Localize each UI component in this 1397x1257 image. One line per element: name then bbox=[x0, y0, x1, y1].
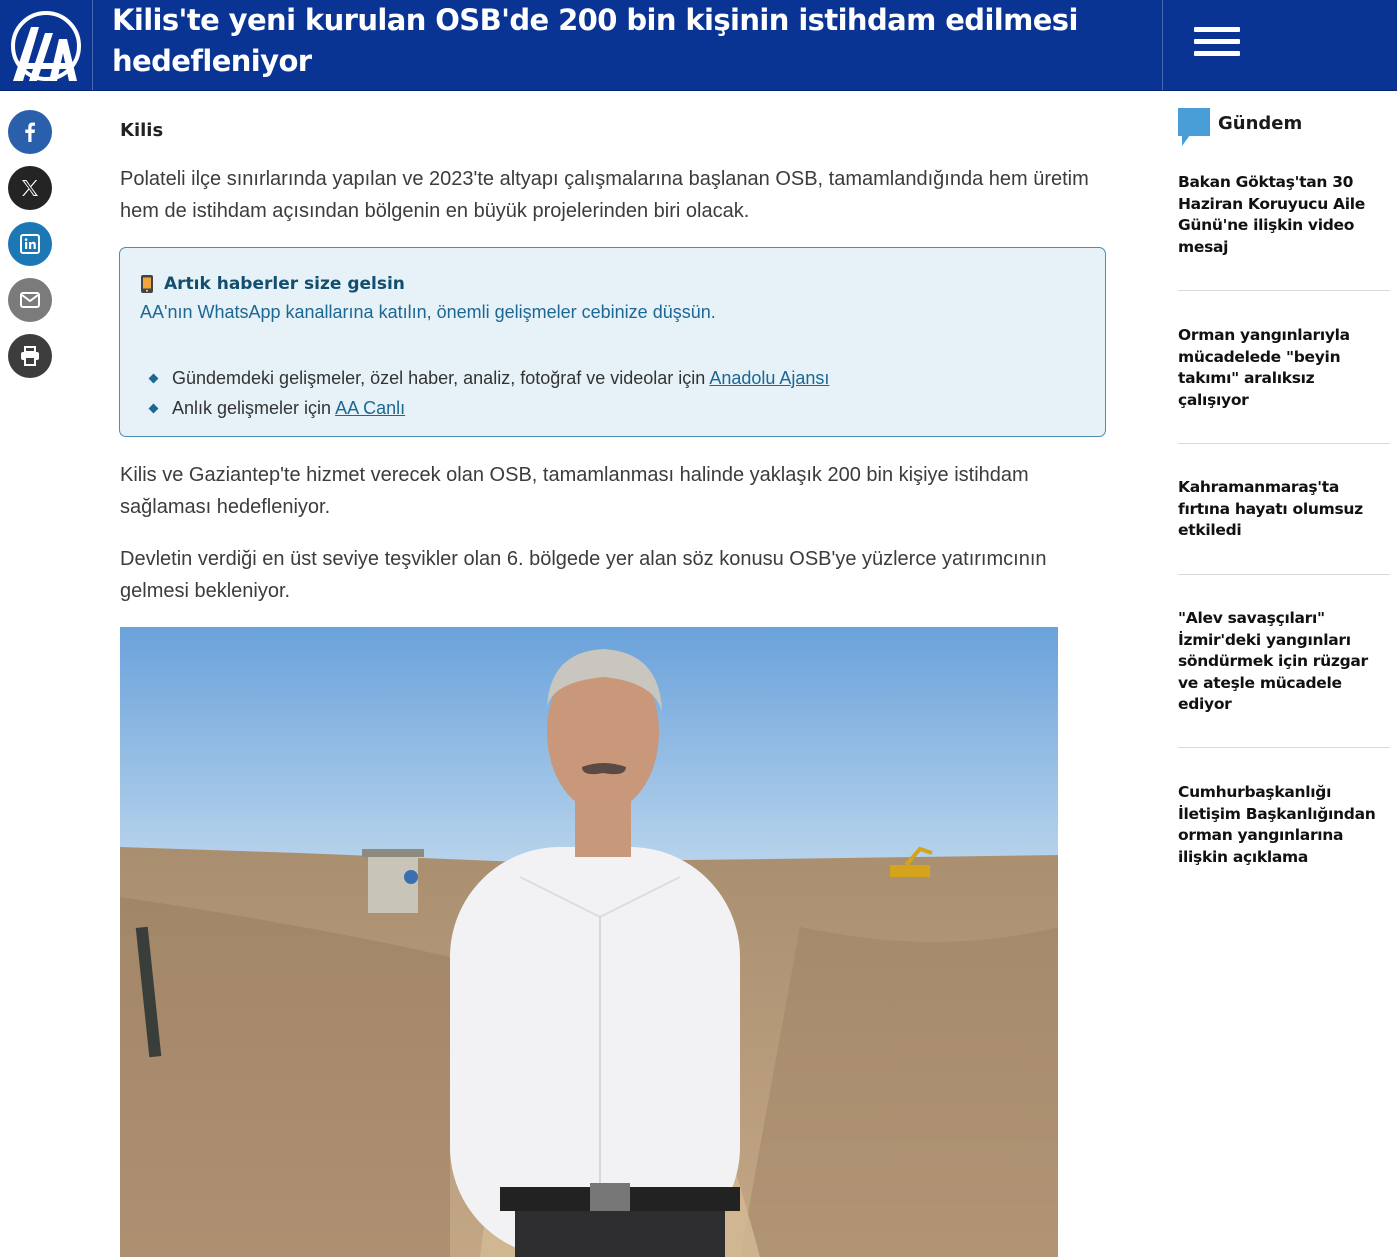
linkedin-share-button[interactable] bbox=[8, 222, 52, 266]
divider bbox=[1178, 574, 1390, 575]
sidebar-header bbox=[1178, 104, 1390, 142]
divider bbox=[1178, 443, 1390, 444]
aa-logo[interactable] bbox=[0, 0, 93, 90]
email-icon bbox=[20, 292, 40, 308]
article-location: Kilis bbox=[120, 120, 164, 141]
email-share-button[interactable] bbox=[8, 278, 52, 322]
article-photo bbox=[120, 627, 1058, 1257]
linkedin-icon bbox=[20, 234, 40, 254]
diamond-bullet-icon bbox=[149, 374, 159, 384]
article-paragraph: Devletin verdiği en üst seviye teşvikler olan 6. bölgede yer alan söz konusu OSB'ye yüzlerce yatırımcının gelmesi bekleniyor. bbox=[120, 548, 1047, 602]
speech-bubble-icon bbox=[1178, 108, 1210, 138]
divider bbox=[1178, 747, 1390, 748]
print-button[interactable] bbox=[8, 334, 52, 378]
aa-logo-icon bbox=[9, 9, 83, 81]
list-item-text: Gündemdeki gelişmeler, özel haber, analiz, fotoğraf ve videolar için bbox=[172, 368, 710, 388]
x-icon bbox=[21, 179, 39, 197]
callout-subtitle: AA'nın WhatsApp kanallarına katılın, önemli gelişmeler cebinize düşsün. bbox=[140, 302, 716, 322]
sidebar-news-item[interactable]: Cumhurbaşkanlığı İletişim Başkanlığından orman yangınlarına ilişkin açıklama bbox=[1178, 783, 1376, 866]
aa-canli-link[interactable]: AA Canlı bbox=[335, 398, 406, 418]
mobile-phone-icon bbox=[140, 274, 154, 294]
article-body bbox=[120, 110, 1110, 602]
facebook-share-button[interactable] bbox=[8, 110, 52, 154]
diamond-bullet-icon bbox=[149, 404, 159, 414]
hamburger-menu-icon[interactable] bbox=[1194, 27, 1240, 61]
article-paragraph: Polateli ilçe sınırlarında yapılan ve 2023'te altyapı çalışmalarına başlanan OSB, tamamlandığında hem üretim hem de istihdam açısından bölgenin en büyük projelerinden biri olacak. bbox=[120, 168, 1089, 222]
share-bar bbox=[8, 110, 52, 390]
divider bbox=[1178, 290, 1390, 291]
facebook-icon bbox=[20, 122, 40, 142]
sidebar-title: Gündem bbox=[1218, 112, 1303, 134]
list-item bbox=[140, 393, 1085, 423]
page-title: Kilis'te yeni kurulan OSB'de 200 bin kişinin istihdam edilmesi hedefleniyor bbox=[112, 3, 1078, 78]
header-divider bbox=[1162, 0, 1163, 90]
article-paragraph: Kilis ve Gaziantep'te hizmet verecek olan OSB, tamamlanması halinde yaklaşık 200 bin kişiye istihdam sağlaması hedefleniyor. bbox=[120, 464, 1029, 518]
sidebar-news-item[interactable]: Kahramanmaraş'ta fırtına hayatı olumsuz etkiledi bbox=[1178, 478, 1363, 540]
list-item bbox=[140, 363, 1085, 393]
top-header bbox=[0, 0, 1397, 91]
list-item-text: Anlık gelişmeler için bbox=[172, 398, 336, 418]
anadolu-ajansi-link[interactable]: Anadolu Ajansı bbox=[709, 368, 830, 388]
sidebar-gundem bbox=[1178, 104, 1390, 866]
x-share-button[interactable] bbox=[8, 166, 52, 210]
callout-title-text: Artık haberler size gelsin bbox=[164, 274, 405, 294]
sidebar-news-item[interactable]: "Alev savaşçıları" İzmir'deki yangınları söndürmek için rüzgar ve ateşle mücadele ediyor bbox=[1178, 609, 1368, 714]
sidebar-news-item[interactable]: Bakan Göktaş'tan 30 Haziran Koruyucu Aile Günü'ne ilişkin video mesaj bbox=[1178, 173, 1365, 256]
callout-list bbox=[140, 363, 1085, 423]
print-icon bbox=[20, 346, 40, 366]
callout-title bbox=[140, 270, 1085, 298]
whatsapp-callout bbox=[119, 247, 1106, 437]
sidebar-news-item[interactable]: Orman yangınlarıyla mücadelede "beyin takımı" aralıksız çalışıyor bbox=[1178, 326, 1350, 409]
